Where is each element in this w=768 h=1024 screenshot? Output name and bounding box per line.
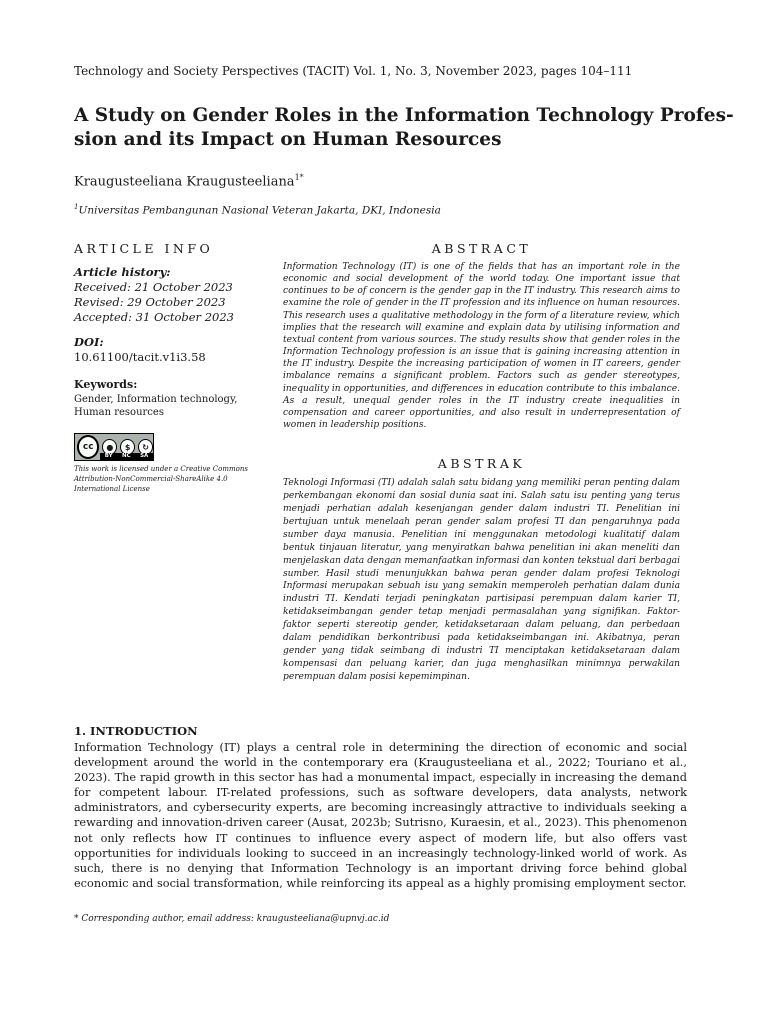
license-strip [100, 453, 153, 460]
attribution-icon: ● [102, 439, 117, 455]
received-date: Received: 21 October 2023 [74, 280, 233, 294]
noncommercial-icon: $ [120, 439, 135, 455]
article-history-title: Article history: [74, 265, 171, 279]
doi-title: DOI: [74, 335, 104, 349]
author-mark: 1* [294, 173, 304, 182]
affiliation [74, 200, 441, 218]
abstract-heading: ABSTRACT [431, 241, 532, 256]
by-label: BY [104, 453, 113, 459]
sa-label: SA [140, 453, 149, 459]
license-text: This work is licensed under a Creative Commons Attribution-NonCommercial-ShareAlike 4.0 International License [74, 465, 248, 493]
doi-link[interactable]: 10.61100/tacit.v1i3.58 [74, 350, 206, 364]
creative-commons-icon: cc [77, 435, 99, 459]
keywords-title: Keywords: [74, 378, 138, 391]
article-info-heading: ARTICLE INFO [74, 241, 214, 256]
sharealike-icon: ↻ [138, 439, 153, 455]
paper-title [74, 104, 734, 152]
abstract-text: Information Technology (IT) is one of the fields that has an important role in the economic and social development of the world today. One important issue that continues to be of concern is the gender gap in the IT industry. This research aims to examine the role of gender in the IT profession and its influence on human resources. This research uses a qualitative methodology in the form of a literature review, which implies that the research will examine and explain data by utilising information and textual content from various sources. The study results show that gender roles in the Information Technology profession is an issue that is gaining increasing attention in the IT industry. Despite the increasing participation of women in IT careers, gender imbalance remains a significant problem. Factors such as gender stereotypes, inequality in opportunities, and differences in education contribute to this imbalance. As a result, unequal gender roles in the IT industry create inequalities in compensation and career opportunities, and also result in underrepresentation of women in leadership positions. [283, 262, 680, 431]
journal-header: Technology and Society Perspectives (TACIT) Vol. 1, No. 3, November 2023, pages 104–111 [74, 64, 633, 78]
introduction-text: Information Technology (IT) plays a central role in determining the direction of economic and social development around the world in the contemporary era (Kraugusteeliana et al., 2022; Touriano et al., 2023). The rapid growth in this sector has had a monumental impact, especially in increasing the demand for competent labour. IT-related professions, such as software developers, data analysts, network administrators, and cybersecurity experts, are becoming increasingly attractive to individuals seeking a rewarding and innovation-driven career (Ausat, 2023b; Sutrisno, Kuraesin, et al., 2023). This phenomenon not only reflects how IT continues to influence every aspect of modern life, but also offers vast opportunities for individuals looking to succeed in an increasingly technology-linked world of work. As such, there is no denying that Information Technology is an important driving force behind global economic and social transformation, while reinforcing its appeal as a highly promising employment sector. [74, 741, 687, 890]
title-line-1: A Study on Gender Roles in the Information Technology Profes- [74, 105, 734, 126]
abstract-column [283, 241, 680, 684]
author-line [74, 169, 304, 191]
title-line-2: sion and its Impact on Human Resources [74, 129, 502, 150]
abstrak-heading: ABSTRAK [437, 456, 526, 472]
introduction-heading: 1. INTRODUCTION [74, 724, 198, 738]
article-info-column [74, 241, 274, 494]
creative-commons-badge[interactable] [74, 433, 154, 461]
abstrak-text: Teknologi Informasi (TI) adalah salah satu bidang yang memiliki peran penting dalam perkembangan ekonomi dan sosial dunia saat ini. Salah satu isu penting yang terus menjadi perhatian adalah kesenjangan gender dalam industri TI. Penelitian ini bertujuan untuk menelaah peran gender salam profesi TI dan pengaruhnya pada sumber daya manusia. Penelitian ini menggunakan metodologi kualitatif dalam bentuk tinjauan literatur, yang menyiratkan bahwa penelitian ini akan meneliti dan menjelaskan data dengan memanfaatkan informasi dan konten tekstual dari berbagai sumber. Hasil studi menunjukkan bahwa peran gender dalam profesi Teknologi Informasi merupakan sebuah isu yang semakin memperoleh perhatian dalam dunia industri TI. Kendati terjadi peningkatan partisipasi perempuan dalam karier TI, ketidakseimbangan gender tetap menjadi permasalahan yang signifikan. Faktor-faktor seperti stereotip gender, ketidaksetaraan dalam peluang, dan perbedaan dalam pendidikan berkontribusi pada ketidakseimbangan ini. Akibatnya, peran gender yang tidak seimbang di industri TI menciptakan ketidaksetaraan dalam kompensasi dan peluang karier, dan juga menghasilkan minimnya perwakilan perempuan dalam posisi kepemimpinan. [283, 478, 680, 682]
accepted-date: Accepted: 31 October 2023 [74, 310, 234, 324]
author-name: Kraugusteeliana Kraugusteeliana [74, 174, 295, 190]
corresponding-author-footnote: * Corresponding author, email address: kraugusteeliana@upnvj.ac.id [74, 914, 390, 924]
revised-date: Revised: 29 October 2023 [74, 295, 226, 309]
affiliation-text: Universitas Pembangunan Nasional Veteran Jakarta, DKI, Indonesia [78, 204, 441, 217]
keywords-text: Gender, Information technology, Human resources [74, 394, 238, 418]
nc-label: NC [122, 453, 131, 459]
affiliation-mark: 1 [74, 203, 79, 211]
